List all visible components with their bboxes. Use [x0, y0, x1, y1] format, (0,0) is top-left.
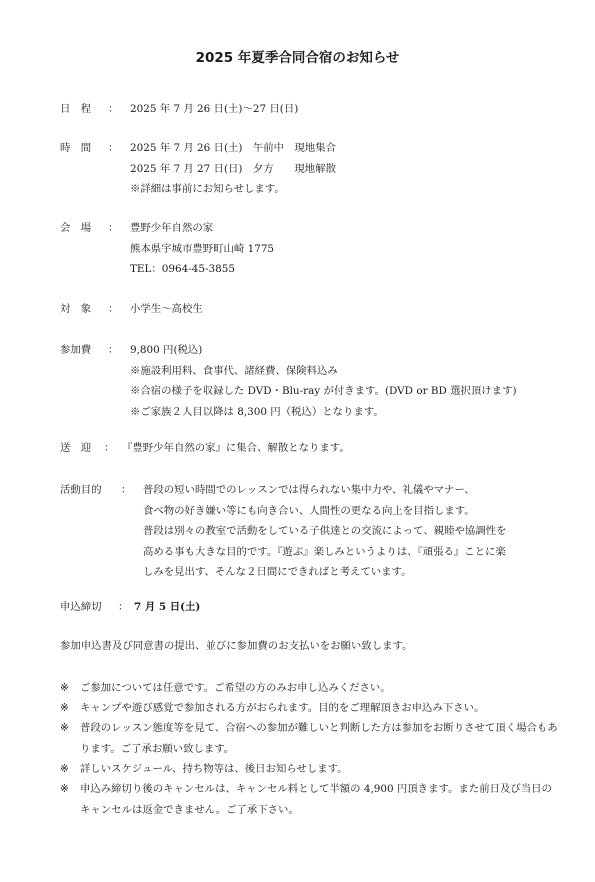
- note-mark: ※: [60, 783, 69, 795]
- purpose-line: しみを見出す、そんな２日間にできればと考えています。: [143, 566, 412, 578]
- note-text: 詳しいスケジュール、持ち物等は、後日お知らせします。: [80, 763, 348, 775]
- target-colon: ：: [108, 303, 119, 315]
- deadline-value: 7 月 5 日(土): [134, 601, 201, 613]
- note-text: キャンプや遊び感覚で参加される方がおられます。目的をご理解頂きお申込み下さい。: [80, 702, 485, 714]
- schedule-colon: ：: [108, 103, 119, 115]
- note-mark: ※: [60, 702, 69, 714]
- deadline-label: 申込締切: [60, 601, 102, 613]
- time-line: 2025 年 7 月 26 日(土) 午前中 現地集合: [130, 142, 336, 154]
- time-values: [130, 138, 336, 200]
- fee-note: ※施設利用料、食事代、諸経費、保険料込み: [130, 364, 338, 377]
- target-label: 対 象: [60, 303, 92, 315]
- time-label: 時 間: [60, 142, 92, 154]
- fee-note: ※合宿の様子を収録した DVD・Blu-ray が付きます。(DVD or BD 選択頂けます): [130, 385, 517, 397]
- pickup-label: 送 迎: [60, 442, 92, 454]
- venue-address: 熊本県宇城市豊野町山崎 1775: [130, 242, 275, 255]
- note-mark: ※: [60, 763, 69, 775]
- purpose-colon: ：: [121, 484, 132, 496]
- note-mark: ※: [60, 722, 69, 734]
- schedule-label: 日 程: [60, 103, 92, 115]
- fee-label: 参加費: [60, 344, 92, 356]
- time-colon: ：: [108, 142, 119, 154]
- deadline-colon: ：: [118, 601, 129, 613]
- venue-label: 会 場: [60, 222, 92, 234]
- pickup-colon: ：: [104, 442, 115, 454]
- fee-values: [130, 340, 517, 422]
- page-title: 2025 年夏季合同合宿のお知らせ: [195, 50, 400, 66]
- note-mark: ※: [60, 682, 69, 694]
- venue-colon: ：: [108, 222, 119, 234]
- submission-text: 参加申込書及び同意書の提出、並びに参加費のお支払いをお願い致します。: [60, 640, 413, 652]
- note-text: 申込み締切り後のキャンセルは、キャンセル料として半額の 4,900 円頂きます。また前日及び当日のキャンセルは返金できません。ご了承下さい。: [80, 783, 552, 816]
- fee-colon: ：: [108, 344, 119, 356]
- time-line: 2025 年 7 月 27 日(日) 夕方 現地解散: [130, 162, 336, 175]
- schedule-value: 2025 年 7 月 26 日(土)〜27 日(日): [130, 103, 299, 115]
- fee-note: ※ご家族２人目以降は 8,300 円（税込）となります。: [130, 405, 384, 418]
- venue-name: 豊野少年自然の家: [130, 222, 214, 234]
- target-value: 小学生〜高校生: [130, 303, 203, 315]
- purpose-line: 高める事も大きな目的です。『遊ぶ』楽しみというよりは、『頑張る』ことに楽: [143, 545, 506, 558]
- pickup-value: 『豊野少年自然の家』に集合、解散となります。: [122, 442, 350, 454]
- purpose-line: 普段は別々の教室で活動をしている子供達との交流によって、親睦や協調性を: [143, 525, 507, 537]
- time-line: ※詳細は事前にお知らせします。: [130, 183, 285, 195]
- purpose-values: [143, 480, 506, 583]
- purpose-line: 食べ物の好き嫌い等にも向き合い、人間性の更なる向上を目指します。: [143, 504, 475, 517]
- purpose-line: 普段の短い時間でのレッスンでは得られない集中力や、礼儀やマナー、: [143, 484, 475, 496]
- venue-phone: TEL：0964-45-3855: [130, 263, 235, 275]
- venue-values: [130, 218, 274, 280]
- note-text: ご参加については任意です。ご希望の方のみお申し込みください。: [80, 682, 391, 694]
- note-text: 普段のレッスン態度等を見て、合宿への参加が難しいと判断した方は参加をお断りさせて頂く場合もあります。ご了承お願い致します。: [80, 722, 558, 755]
- purpose-label: 活動目的: [60, 484, 102, 496]
- fee-amount: 9,800 円(税込): [130, 344, 203, 356]
